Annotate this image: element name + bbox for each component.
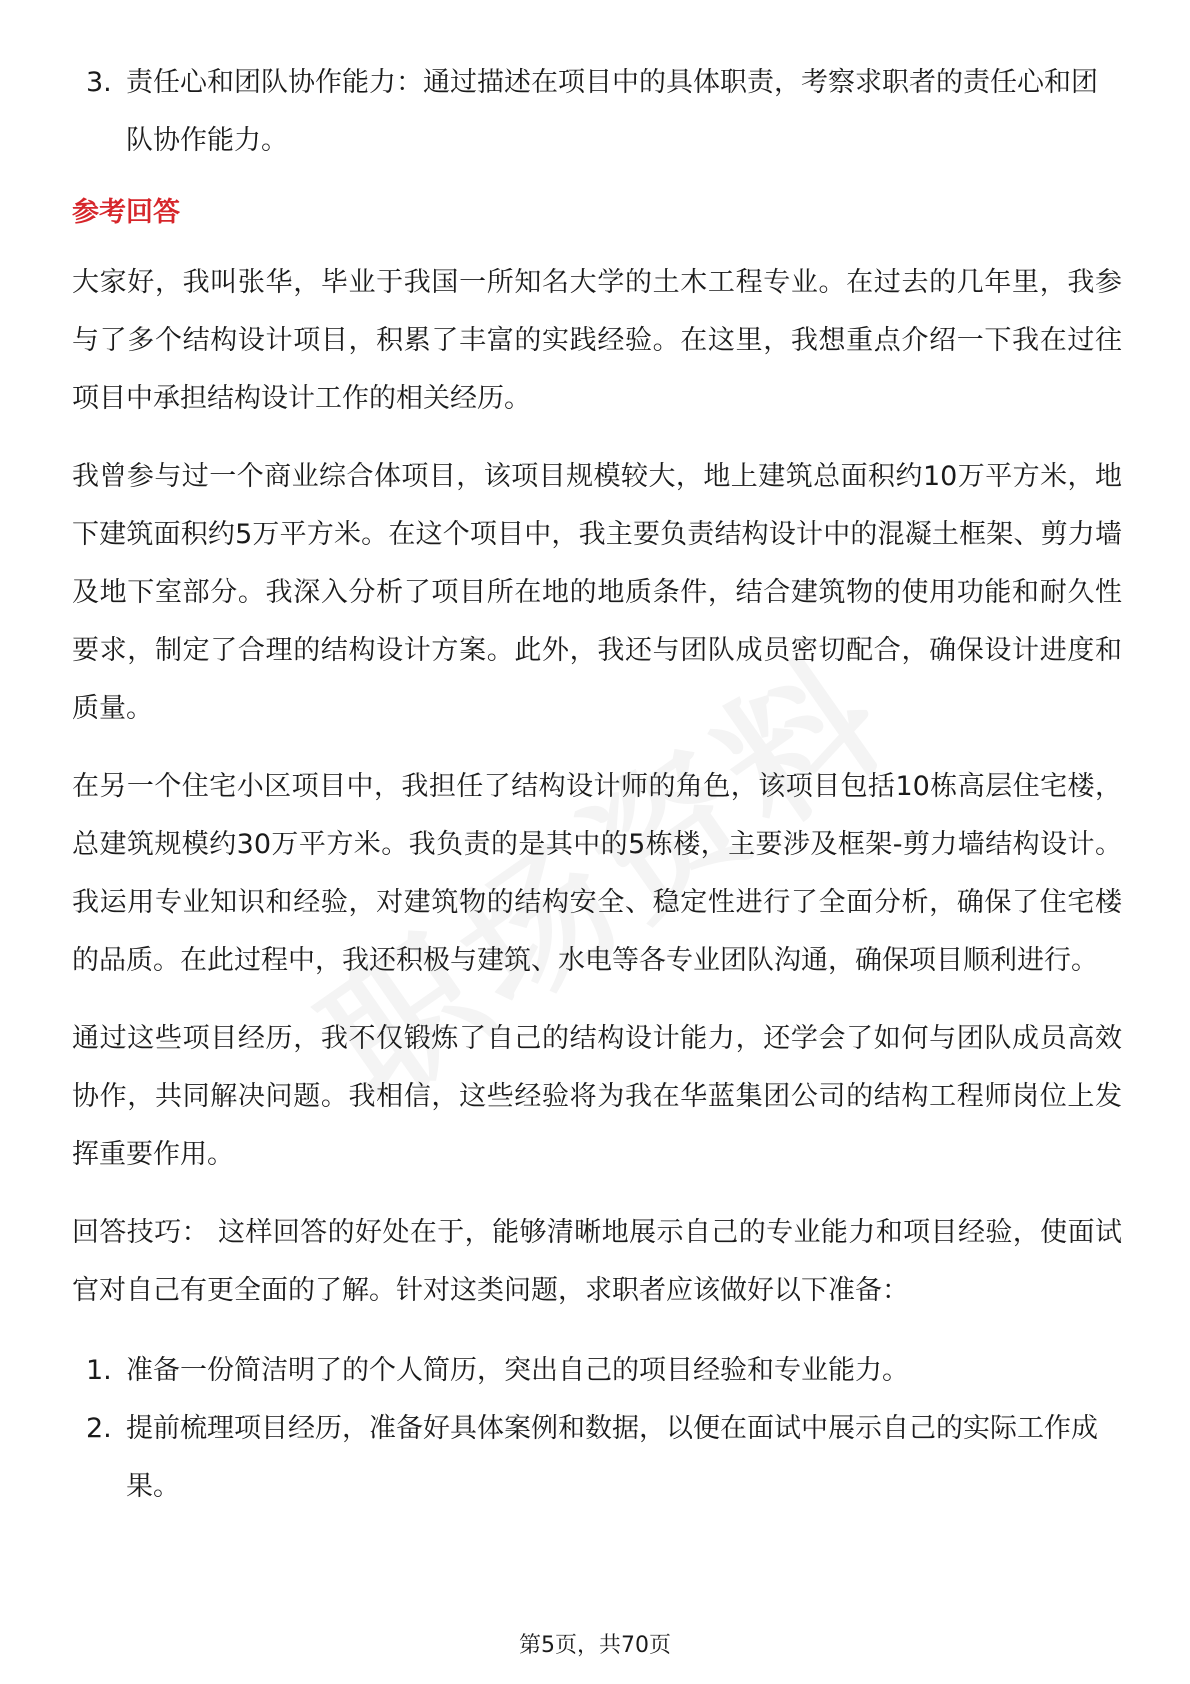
reference-answer-heading: 参考回答	[72, 197, 180, 228]
list-item	[72, 1400, 1122, 1516]
paragraph-intro: 大家好，我叫张华，毕业于我国一所知名大学的土木工程专业。在过去的几年里，我参与了多个结构设计项目，积累了丰富的实践经验。在这里，我想重点介绍一下我在过往项目中承担结构设计工作的相关经历。	[72, 267, 1122, 414]
paragraph-commercial-project: 我曾参与过一个商业综合体项目，该项目规模较大，地上建筑总面积约10万平方米，地下建筑面积约5万平方米。在这个项目中，我主要负责结构设计中的混凝土框架、剪力墙及地下室部分。我深入分析了项目所在地的地质条件，结合建筑物的使用功能和耐久性要求，制定了合理的结构设计方案。此外，我还与团队成员密切配合，确保设计进度和质量。	[72, 461, 1122, 724]
list-item	[72, 1342, 1122, 1400]
paragraph-answer-tips: 回答技巧： 这样回答的好处在于，能够清晰地展示自己的专业能力和项目经验，使面试官对自己有更全面的了解。针对这类问题，求职者应该做好以下准备：	[72, 1217, 1122, 1306]
tips-list	[72, 1342, 1122, 1516]
list-item-number: 1.	[86, 1355, 112, 1386]
paragraph-residential-project: 在另一个住宅小区项目中，我担任了结构设计师的角色，该项目包括10栋高层住宅楼，总建筑规模约30万平方米。我负责的是其中的5栋楼，主要涉及框架-剪力墙结构设计。我运用专业知识和经验，对建筑物的结构安全、稳定性进行了全面分析，确保了住宅楼的品质。在此过程中，我还积极与建筑、水电等各专业团队沟通，确保项目顺利进行。	[72, 771, 1122, 976]
list-item-number: 2.	[86, 1413, 112, 1444]
list-item-text: 提前梳理项目经历，准备好具体案例和数据，以便在面试中展示自己的实际工作成果。	[126, 1413, 1098, 1502]
page-footer: 第5页，共70页	[519, 1633, 671, 1658]
list-item	[72, 54, 1122, 170]
page-content	[72, 54, 1122, 1516]
list-item-number: 3.	[86, 67, 112, 98]
list-item-text: 准备一份简洁明了的个人简历，突出自己的项目经验和专业能力。	[126, 1355, 909, 1386]
paragraph-summary: 通过这些项目经历，我不仅锻炼了自己的结构设计能力，还学会了如何与团队成员高效协作，共同解决问题。我相信，这些经验将为我在华蓝集团公司的结构工程师岗位上发挥重要作用。	[72, 1023, 1122, 1170]
list-item-text: 责任心和团队协作能力：通过描述在项目中的具体职责，考察求职者的责任心和团队协作能力。	[126, 67, 1098, 156]
